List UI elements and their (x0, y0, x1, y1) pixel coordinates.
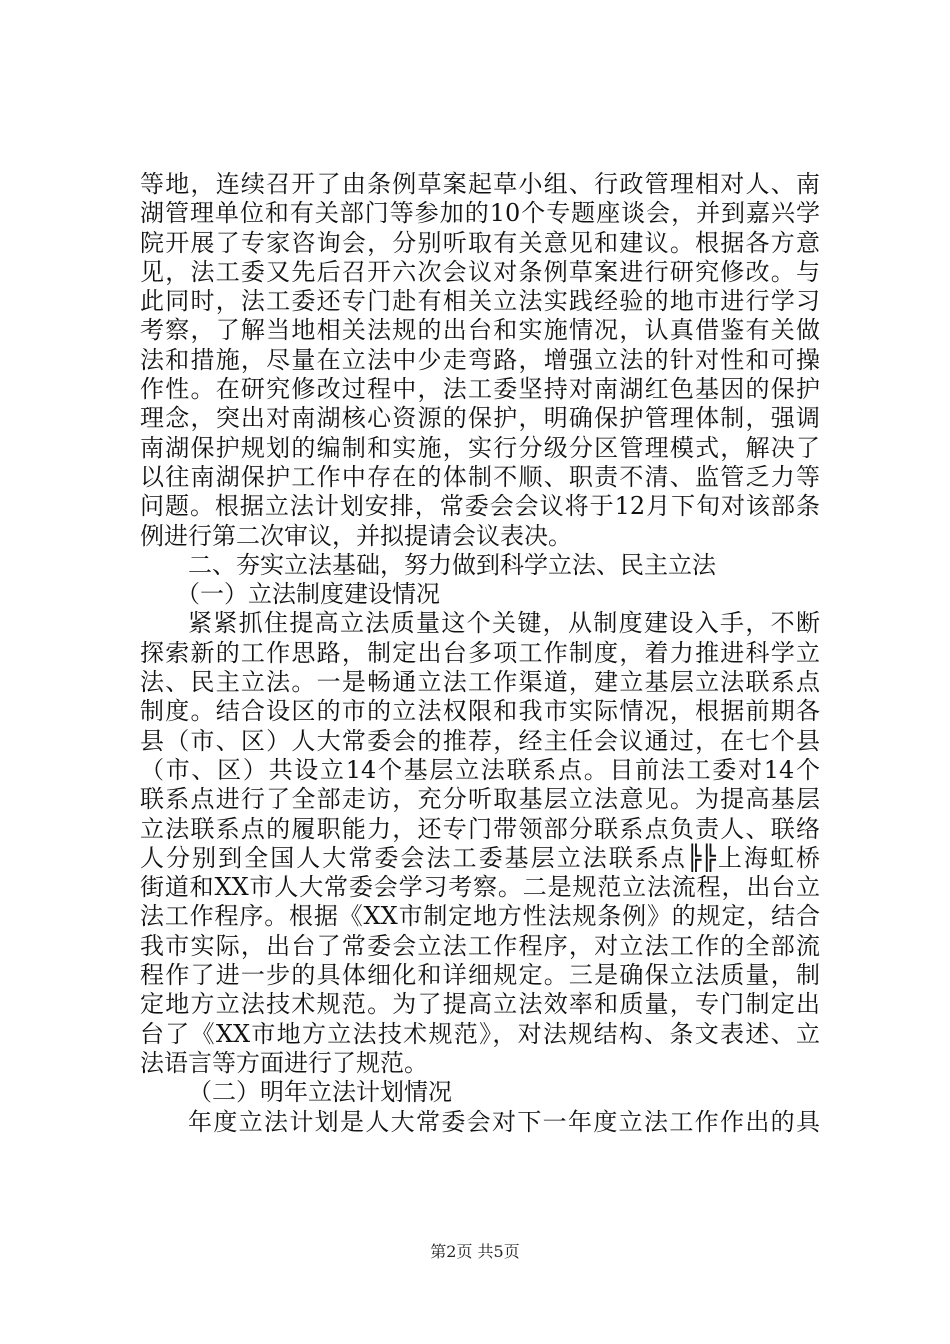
text-line: 院开展了专家咨询会，分别听取有关意见和建议。根据各方意 (140, 228, 820, 257)
subsection-heading: （一）立法制度建设情况 (176, 580, 440, 609)
text-line: 法工作程序。根据《XX市制定地方性法规条例》的规定，结合 (140, 902, 820, 931)
text-line: 考察，了解当地相关法规的出台和实施情况，认真借鉴有关做 (140, 316, 820, 345)
text-line: 定地方立法技术规范。为了提高立法效率和质量，专门制定出 (140, 990, 820, 1019)
paragraph-2 (140, 609, 820, 1078)
section-heading: 二、夯实立法基础，努力做到科学立法、民主立法 (188, 550, 716, 579)
page-footer (0, 1242, 950, 1262)
text-line: 见，法工委又先后召开六次会议对条例草案进行研究修改。与 (140, 257, 820, 286)
text-line: 紧紧抓住提高立法质量这个关键，从制度建设入手，不断 (188, 609, 820, 638)
subsection-heading: （二）明年立法计划情况 (188, 1078, 452, 1107)
text-line: 探索新的工作思路，制定出台多项工作制度，着力推进科学立 (140, 638, 820, 667)
text-line: 法语言等方面进行了规范。 (140, 1048, 428, 1077)
paragraph-1 (140, 170, 820, 551)
text-line: 联系点进行了全部走访，充分听取基层立法意见。为提高基层 (140, 785, 820, 814)
document-body (140, 170, 820, 1137)
text-line: 作性。在研究修改过程中，法工委坚持对南湖红色基因的保护 (140, 375, 820, 404)
text-line: 理念，突出对南湖核心资源的保护，明确保护管理体制，强调 (140, 404, 820, 433)
text-line: 立法联系点的履职能力，还专门带领部分联系点负责人、联络 (140, 814, 820, 843)
text-line: 问题。根据立法计划安排，常委会会议将于12月下旬对该部条 (140, 492, 820, 521)
text-line: 街道和XX市人大常委会学习考察。二是规范立法流程，出台立 (140, 873, 820, 902)
text-line: 制度。结合设区的市的立法权限和我市实际情况，根据前期各 (140, 697, 820, 726)
text-line: 湖管理单位和有关部门等参加的10个专题座谈会，并到嘉兴学 (140, 199, 820, 228)
text-line: 例进行第二次审议，并拟提请会议表决。 (140, 521, 572, 550)
text-line: 以往南湖保护工作中存在的体制不顺、职责不清、监管乏力等 (140, 462, 820, 491)
text-line: 台了《XX市地方立法技术规范》，对法规结构、条文表述、立 (140, 1019, 820, 1048)
text-line: 程作了进一步的具体细化和详细规定。三是确保立法质量，制 (140, 961, 820, 990)
text-line: （市、区）共设立14个基层立法联系点。目前法工委对14个 (140, 755, 820, 784)
paragraph-3 (140, 1108, 820, 1137)
text-line: 法、民主立法。一是畅通立法工作渠道，建立基层立法联系点 (140, 668, 820, 697)
text-line: 此同时，法工委还专门赴有相关立法实践经验的地市进行学习 (140, 287, 820, 316)
text-line: 县（市、区）人大常委会的推荐，经主任会议通过，在七个县 (140, 726, 820, 755)
text-line: 南湖保护规划的编制和实施，实行分级分区管理模式，解决了 (140, 433, 820, 462)
text-line: 年度立法计划是人大常委会对下一年度立法工作作出的具 (188, 1107, 820, 1136)
text-line: 我市实际，出台了常委会立法工作程序，对立法工作的全部流 (140, 931, 820, 960)
text-line: 等地，连续召开了由条例草案起草小组、行政管理相对人、南 (140, 170, 820, 198)
page-number: 第2页 共5页 (430, 1242, 520, 1261)
text-line: 法和措施，尽量在立法中少走弯路，增强立法的针对性和可操 (140, 345, 820, 374)
text-line: 人分别到全国人大常委会法工委基层立法联系点╠╠上海虹桥 (140, 843, 820, 872)
